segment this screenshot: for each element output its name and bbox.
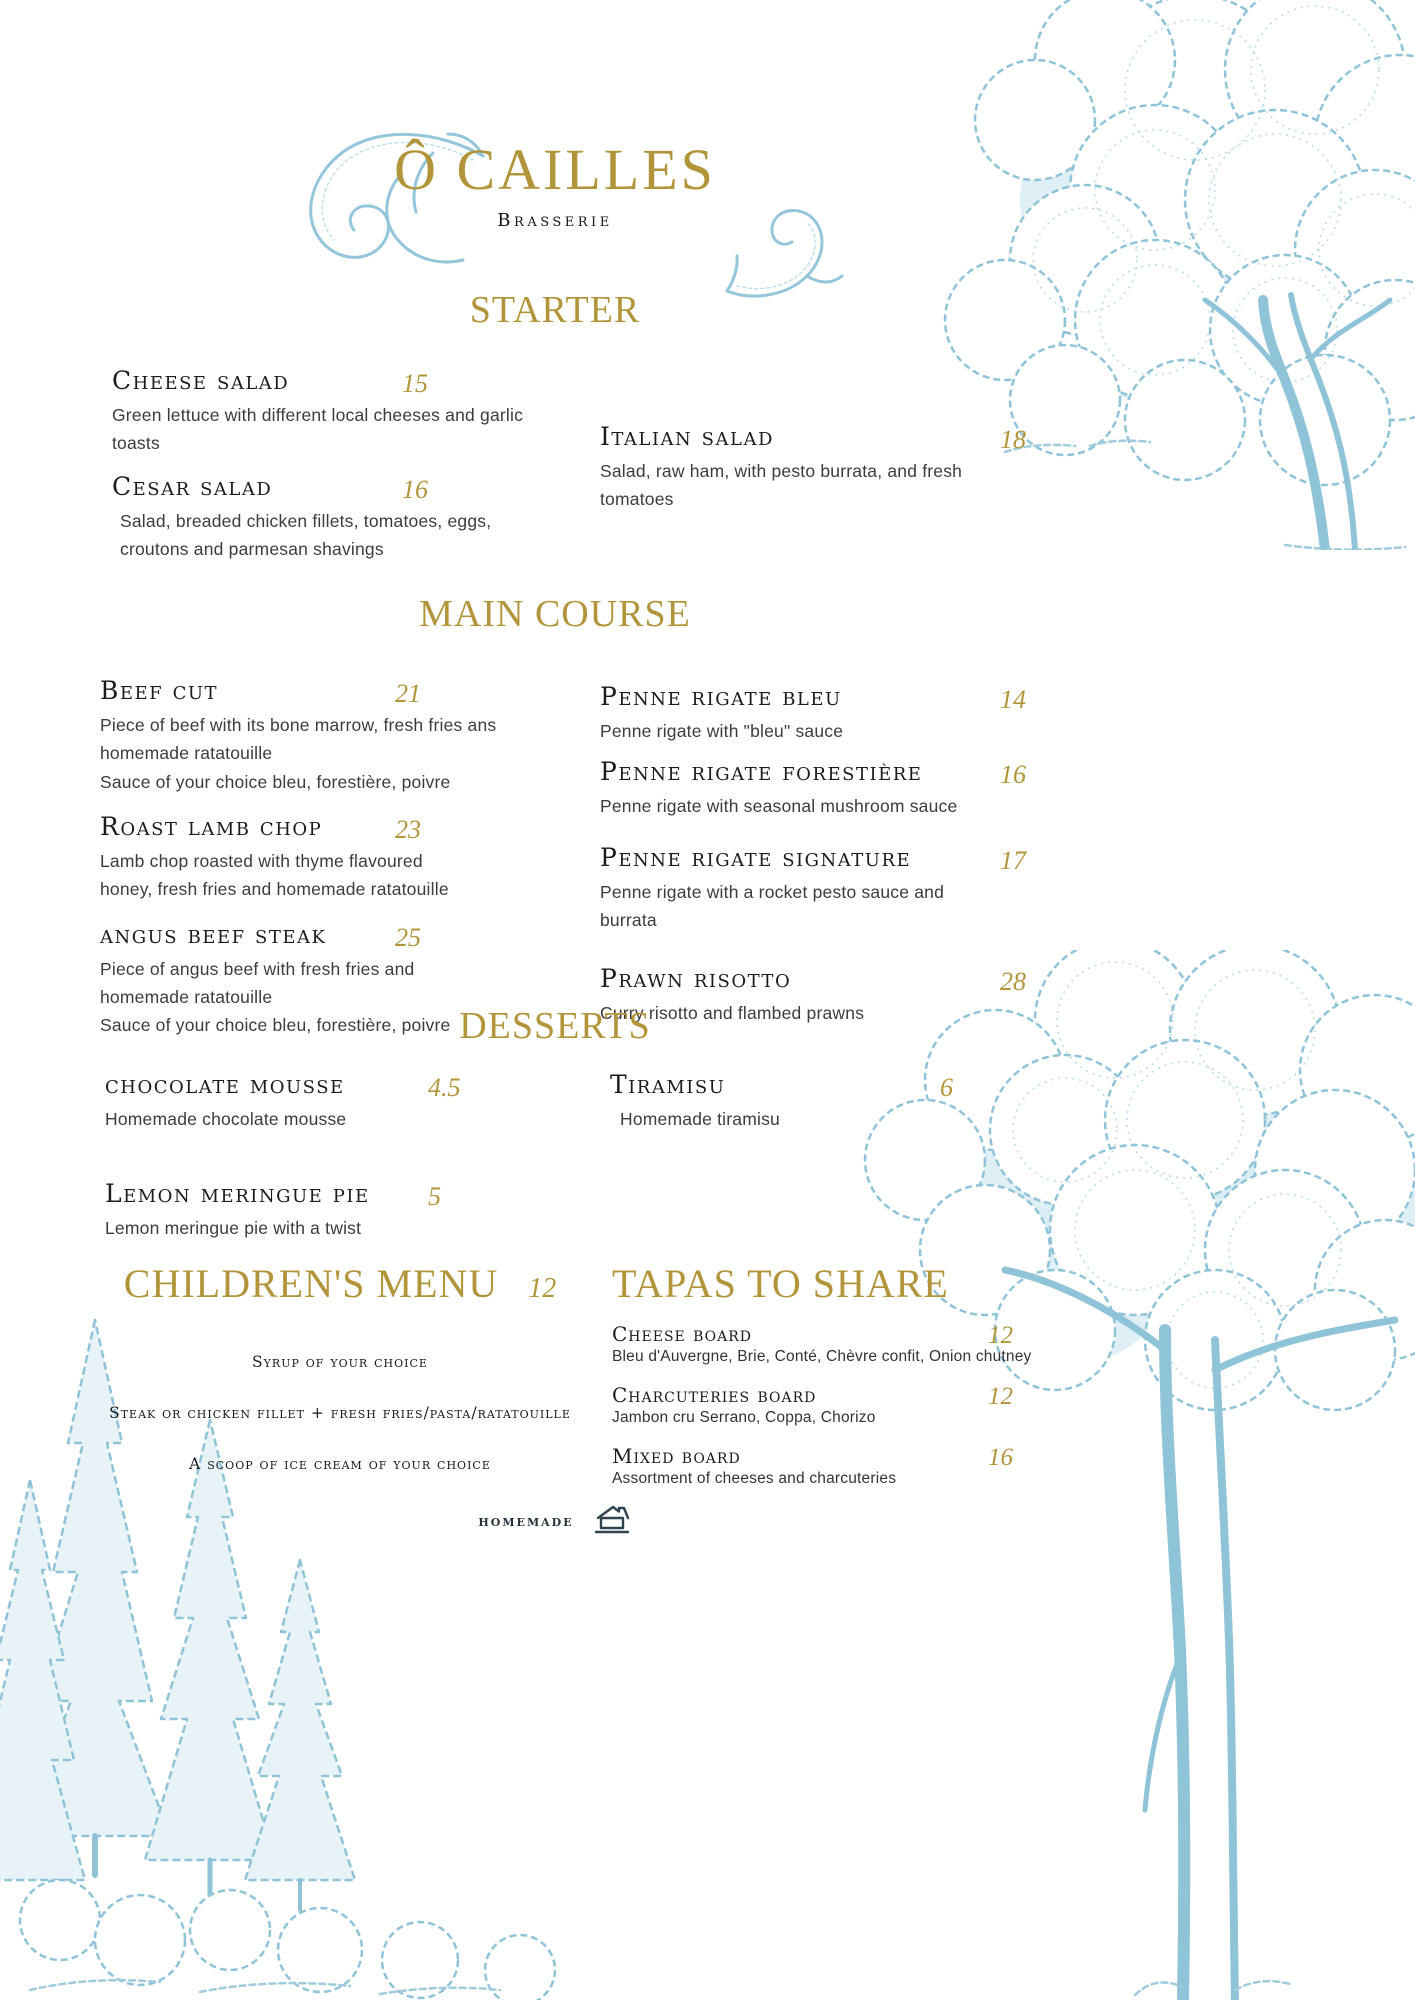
menu-item-chocolate-mousse [105,1070,575,1133]
item-description: Green lettuce with different local cheeses and garlic toasts [112,405,524,454]
starter-left-column [112,366,582,563]
childrens-menu-header [80,1260,600,1307]
item-price: 16 [402,474,428,504]
item-name: Mixed board [612,1443,741,1468]
tapas-section [612,1260,1082,1490]
item-name: Beef cut [100,676,219,705]
item-description: Bleu d'Auvergne, Brie, Conté, Chèvre confit, Onion chutney [612,1348,1032,1365]
item-description-sauces: Sauce of your choice bleu, forestière, poivre [100,1015,451,1036]
item-description: Assortment of cheeses and charcuteries [612,1469,897,1487]
item-price: 5 [428,1182,441,1212]
homemade-label: homemade [478,1510,574,1530]
item-name: Roast lamb chop [100,812,323,842]
item-name: Penne rigate forestière [600,757,923,787]
menu-item-mixed-board [612,1444,1082,1490]
menu-item-cesar-salad [112,472,582,564]
starter-right-column [600,422,1050,514]
menu-item-charcuteries-board [612,1383,1082,1429]
menu-item-roast-lamb-chop [100,812,540,904]
item-price: 17 [1000,845,1026,875]
item-description: Lamb chop roasted with thyme flavoured honey, fresh fries and homemade ratatouille [100,851,449,900]
item-description: Jambon cru Serrano, Coppa, Chorizo [612,1408,876,1426]
main-course-heading: MAIN COURSE [419,593,691,635]
item-description: Homemade tiramisu [620,1109,780,1129]
item-description: Penne rigate with seasonal mushroom sauce [600,796,958,817]
item-description: Piece of beef with its bone marrow, fresh fries ans homemade ratatouille [100,715,497,764]
item-price: 6 [940,1073,953,1102]
item-price: 23 [395,815,421,845]
item-name: Cesar salad [112,471,273,501]
menu-item-beef-cut [100,676,540,796]
menu-item-penne-rigate-forestiere [600,757,1050,820]
item-name: Prawn risotto [600,964,792,994]
item-price: 16 [988,1443,1013,1471]
main-course-right-column [600,682,1050,1028]
childrens-menu-section [80,1260,600,1473]
item-price: 4.5 [428,1073,461,1102]
item-description: Piece of angus beef with fresh fries and homemade ratatouille [100,958,415,1008]
childrens-menu-heading: CHILDREN'S MENU [123,1261,499,1306]
desserts-heading: DESSERTS [459,1005,651,1047]
item-price: 28 [1000,967,1026,997]
item-price: 14 [1000,685,1026,714]
item-price: 21 [395,679,421,708]
house-icon [592,1503,632,1537]
menu-item-cheese-salad [112,366,582,458]
item-name: Penne rigate signature [600,842,912,872]
item-description: Salad, raw ham, with pesto burrata, and fresh tomatoes [600,461,963,510]
childrens-menu-line: A scoop of ice cream of your choice [189,1455,491,1473]
item-description: Curry risotto and flambed prawns [600,1003,865,1024]
item-description: Salad, breaded chicken fillets, tomatoes, eggs, croutons and parmesan shavings [120,510,492,560]
menu-item-cheese-board [612,1322,1082,1368]
restaurant-subtitle: Brasserie [497,209,613,231]
menu-item-lemon-meringue-pie [105,1179,575,1242]
menu-item-italian-salad [600,422,1050,514]
childrens-menu-line: Steak or chicken fillet + fresh fries/pasta/ratatouille [109,1404,571,1422]
footer [0,1503,1110,1537]
item-name: Tiramisu [610,1070,726,1099]
main-course-left-column [100,676,540,1040]
item-price: 15 [402,369,428,398]
restaurant-title: Ô CAILLES [394,137,716,202]
item-description-sauces: Sauce of your choice bleu, forestière, poivre [100,771,451,792]
menu-item-penne-rigate-bleu [600,682,1050,745]
item-name: Cheese salad [112,366,290,395]
item-name: angus beef steak [100,919,327,949]
desserts-left-column [105,1070,575,1243]
item-name: Lemon meringue pie [105,1179,370,1209]
item-description: Penne rigate with "bleu" sauce [600,721,844,741]
desserts-right-column [610,1070,1010,1133]
item-price: 12 [988,1322,1013,1349]
header [0,138,1110,231]
item-name: Charcuteries board [612,1382,817,1407]
childrens-menu-line: Syrup of your choice [252,1353,428,1371]
menu-item-tiramisu [610,1070,1010,1133]
item-name: Penne rigate bleu [600,682,842,711]
starter-heading: STARTER [469,289,641,331]
childrens-menu-price: 12 [528,1273,557,1304]
item-price: 16 [1000,760,1026,790]
item-price: 12 [988,1382,1013,1410]
item-price: 25 [395,922,421,952]
item-description: Homemade chocolate mousse [105,1109,347,1129]
menu-item-penne-rigate-signature [600,843,1050,935]
item-description: Penne rigate with a rocket pesto sauce and burrata [600,881,945,931]
item-description: Lemon meringue pie with a twist [105,1218,362,1239]
item-name: chocolate mousse [105,1070,345,1099]
tapas-heading: TAPAS TO SHARE [612,1261,949,1306]
item-price: 18 [1000,425,1026,454]
item-name: Italian salad [600,422,774,451]
item-name: Cheese board [612,1322,753,1346]
